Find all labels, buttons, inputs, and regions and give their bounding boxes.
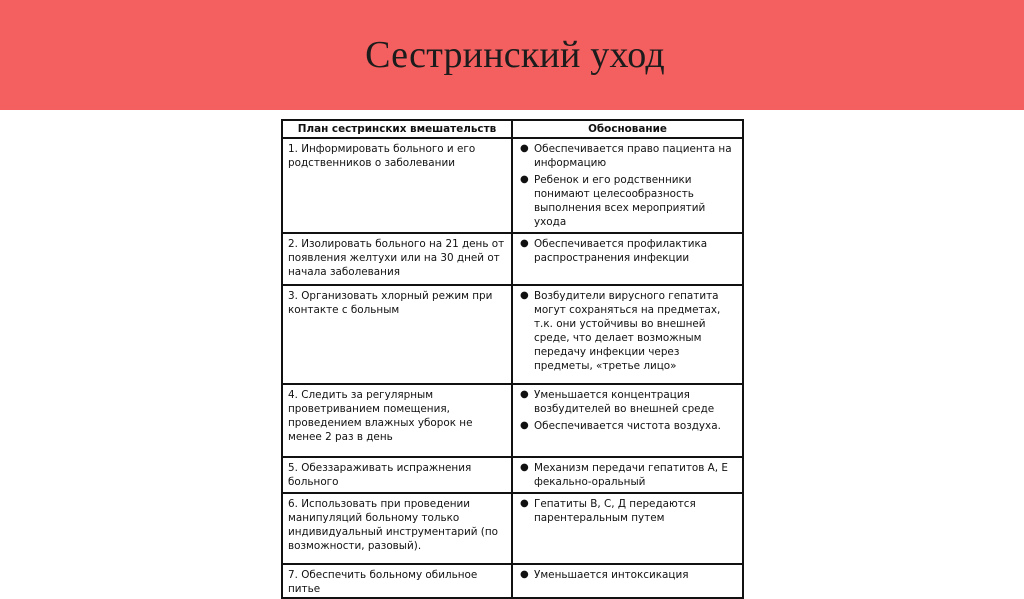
plan-cell: 4. Следить за регулярным проветриванием помещения, проведением влажных уборок не менее 2 раз в день — [282, 384, 512, 457]
table-row — [282, 285, 743, 384]
rationale-item: ● Возбудители вирусного гепатита могут сохраняться на предметах, т.к. они устойчивы во внешней среде, что делает возможным передачу инфекции через предметы, «третье лицо» — [520, 290, 721, 372]
bullet-icon: ● — [520, 290, 529, 301]
bullet-icon: ● — [520, 420, 529, 431]
nursing-care-table-wrapper — [281, 119, 742, 595]
column-header-rationale: Обоснование — [512, 120, 743, 138]
bullet-icon: ● — [520, 238, 529, 249]
rationale-item: ● Обеспечивается право пациента на информацию — [520, 143, 732, 169]
nursing-care-table — [281, 119, 744, 599]
plan-cell: 5. Обеззараживать испражнения больного — [282, 457, 512, 493]
rationale-cell — [512, 138, 743, 233]
table-row — [282, 138, 743, 233]
slide-title: Сестринский уход — [365, 34, 665, 76]
rationale-cell — [512, 384, 743, 457]
table-row — [282, 564, 743, 598]
rationale-cell — [512, 233, 743, 285]
bullet-icon: ● — [520, 462, 529, 473]
table-row — [282, 457, 743, 493]
table-row — [282, 384, 743, 457]
bullet-icon: ● — [520, 389, 529, 400]
table-header-row — [282, 120, 743, 138]
table-row — [282, 493, 743, 564]
rationale-item: ● Ребенок и его родственники понимают целесообразность выполнения всех мероприятий ухода — [520, 174, 706, 228]
table-row — [282, 233, 743, 285]
rationale-cell — [512, 285, 743, 384]
bullet-icon: ● — [520, 498, 529, 509]
rationale-cell — [512, 457, 743, 493]
rationale-item: ● Уменьшается интоксикация — [520, 569, 689, 581]
rationale-cell — [512, 564, 743, 598]
plan-cell: 7. Обеспечить больному обильное питье — [282, 564, 512, 598]
plan-cell: 3. Организовать хлорный режим при контакте с больным — [282, 285, 512, 384]
bullet-icon: ● — [520, 143, 529, 154]
rationale-item: ● Гепатиты В, С, Д передаются парентеральным путем — [520, 498, 696, 524]
bullet-icon: ● — [520, 174, 529, 185]
rationale-cell — [512, 493, 743, 564]
plan-cell: 1. Информировать больного и его родственников о заболевании — [282, 138, 512, 233]
rationale-item: ● Механизм передачи гепатитов А, Е фекально-оральный — [520, 462, 728, 488]
plan-cell: 6. Использовать при проведении манипуляций больному только индивидуальный инструментарий (по возможности, разовый). — [282, 493, 512, 564]
rationale-item: ● Уменьшается концентрация возбудителей во внешней среде — [520, 389, 715, 415]
title-banner — [0, 0, 1024, 110]
bullet-icon: ● — [520, 569, 529, 580]
rationale-item: ● Обеспечивается чистота воздуха. — [520, 420, 721, 432]
column-header-plan: План сестринских вмешательств — [282, 120, 512, 138]
plan-cell: 2. Изолировать больного на 21 день от появления желтухи или на 30 дней от начала заболевания — [282, 233, 512, 285]
rationale-item: ● Обеспечивается профилактика распространения инфекции — [520, 238, 708, 264]
